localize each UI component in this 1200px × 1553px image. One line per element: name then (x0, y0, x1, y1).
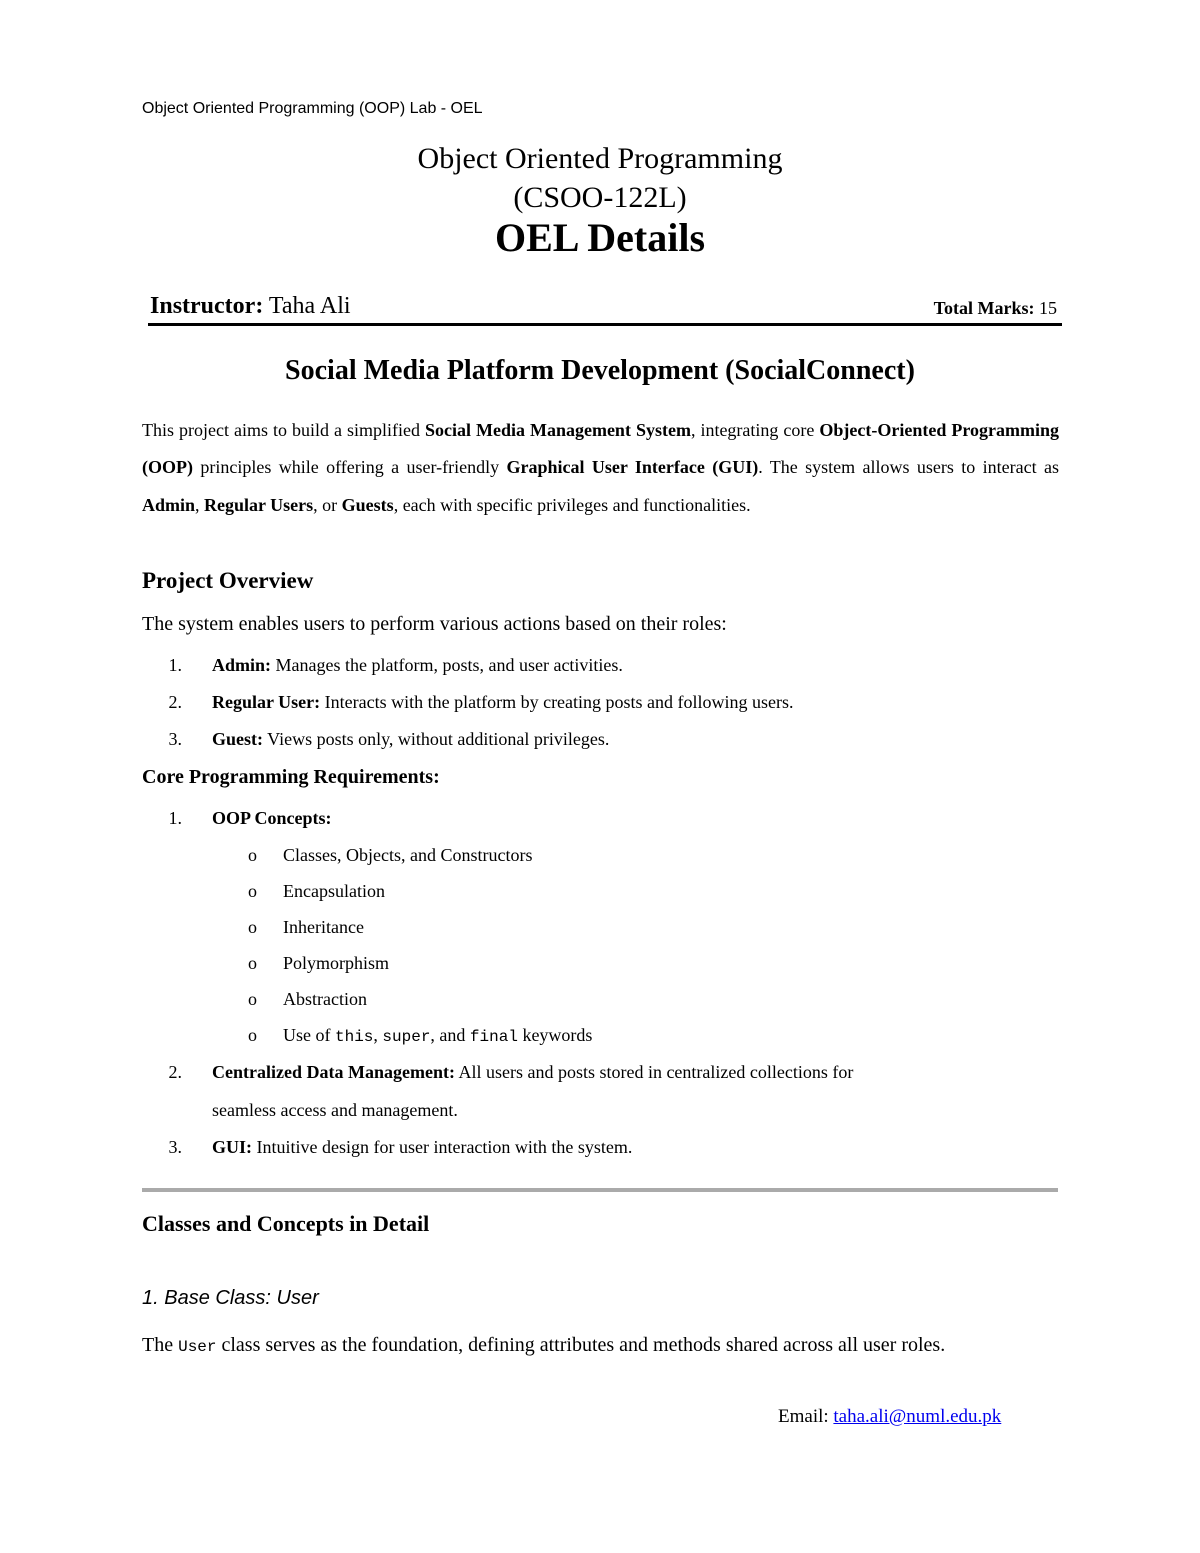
list-text: Interacts with the platform by creating posts and following users. (320, 692, 794, 712)
intro-text-4: . The system allows users to interact as (758, 457, 1059, 478)
list-number: 2. (168, 692, 182, 712)
total-marks (934, 298, 1057, 319)
base-class-description (142, 1326, 1042, 1367)
list-label: Guest: (212, 729, 263, 749)
instructor-label: Instructor: (150, 293, 264, 319)
keyword-final: final (469, 1028, 518, 1046)
bullet-text (283, 1025, 592, 1046)
desc-post: class serves as the foundation, defining attributes and methods shared across all user roles. (216, 1334, 946, 1356)
intro-bold-6: Guests (341, 494, 394, 515)
list-number: 2. (168, 1062, 182, 1082)
list-text: Intuitive design for user interaction with the system. (252, 1137, 633, 1157)
bullet-mark: o (248, 917, 257, 937)
bullet-mark: o (248, 953, 257, 973)
intro-text-7: , each with specific privileges and functionalities. (393, 494, 751, 515)
intro-bold-2: Object-Oriented Programming (OOP) (142, 420, 1059, 478)
list-label: Regular User: (212, 692, 321, 712)
core-heading: Core Programming Requirements: (142, 766, 440, 788)
bullet-text: Abstraction (283, 989, 367, 1009)
email-link[interactable]: taha.ali@numl.edu.pk (833, 1406, 1002, 1427)
keywords-suffix: keywords (517, 1025, 593, 1045)
intro-bold-1: Social Media Management System (424, 420, 691, 440)
overview-heading: Project Overview (142, 568, 314, 593)
bullet-mark: o (248, 881, 257, 901)
document-title: OEL Details (494, 215, 706, 260)
intro-text-5: , (195, 494, 205, 515)
marks-value: 15 (1039, 298, 1057, 318)
list-label: OOP Concepts: (212, 808, 332, 828)
intro-text-1: This project aims to build a simplified (142, 420, 425, 440)
keywords-sep: , and (430, 1025, 470, 1045)
header-divider (148, 323, 1062, 326)
keyword-this: this (335, 1028, 374, 1046)
course-title: Object Oriented Programming (417, 142, 783, 175)
list-number: 3. (168, 1137, 182, 1157)
email-footer (778, 1406, 1001, 1428)
classes-heading: Classes and Concepts in Detail (142, 1211, 430, 1236)
bullet-mark: o (248, 989, 257, 1009)
list-label: Admin: (212, 655, 272, 675)
intro-bold-4: Admin (142, 494, 196, 515)
course-code: (CSOO-122L) (513, 181, 687, 214)
overview-lead: The system enables users to perform various actions based on their roles: (142, 613, 727, 635)
instructor-line (150, 293, 351, 320)
bullet-text: Inheritance (283, 917, 364, 937)
list-number: 1. (168, 808, 182, 828)
list-text: Views posts only, without additional privileges. (263, 729, 610, 749)
keywords-prefix: Use of (283, 1025, 335, 1045)
instructor-name: Taha Ali (268, 293, 351, 319)
list-text: All users and posts stored in centralized collections for (454, 1062, 854, 1082)
list-number: 1. (168, 655, 182, 675)
bullet-text: Polymorphism (283, 953, 390, 973)
marks-label: Total Marks: (933, 298, 1035, 318)
intro-bold-5: Regular Users (204, 494, 314, 515)
desc-code: User (178, 1338, 217, 1356)
list-continuation: seamless access and management. (212, 1100, 458, 1120)
bullet-text: Encapsulation (283, 881, 385, 901)
section-divider (142, 1188, 1058, 1192)
list-text: Manages the platform, posts, and user activities. (271, 655, 623, 675)
keywords-sep: , (373, 1025, 383, 1045)
page-header: Object Oriented Programming (OOP) Lab - OEL (142, 100, 483, 117)
list-number: 3. (168, 729, 182, 749)
intro-text-2: , integrating core (690, 420, 820, 440)
keyword-super: super (382, 1028, 431, 1046)
bullet-mark: o (248, 845, 257, 865)
desc-pre: The (142, 1334, 179, 1356)
project-title: Social Media Platform Development (SocialConnect) (285, 355, 915, 386)
bullet-text: Classes, Objects, and Constructors (283, 845, 533, 865)
email-label: Email: (778, 1406, 834, 1427)
intro-paragraph (142, 412, 1059, 524)
list-label: GUI: (212, 1137, 252, 1157)
base-class-subheading: 1. Base Class: User (142, 1287, 319, 1309)
intro-bold-3: Graphical User Interface (GUI) (506, 457, 759, 478)
bullet-mark: o (248, 1025, 257, 1045)
intro-text-3: principles while offering a user-friendly (193, 457, 507, 478)
list-label: Centralized Data Management: (212, 1062, 455, 1082)
intro-text-6: , or (313, 494, 342, 515)
